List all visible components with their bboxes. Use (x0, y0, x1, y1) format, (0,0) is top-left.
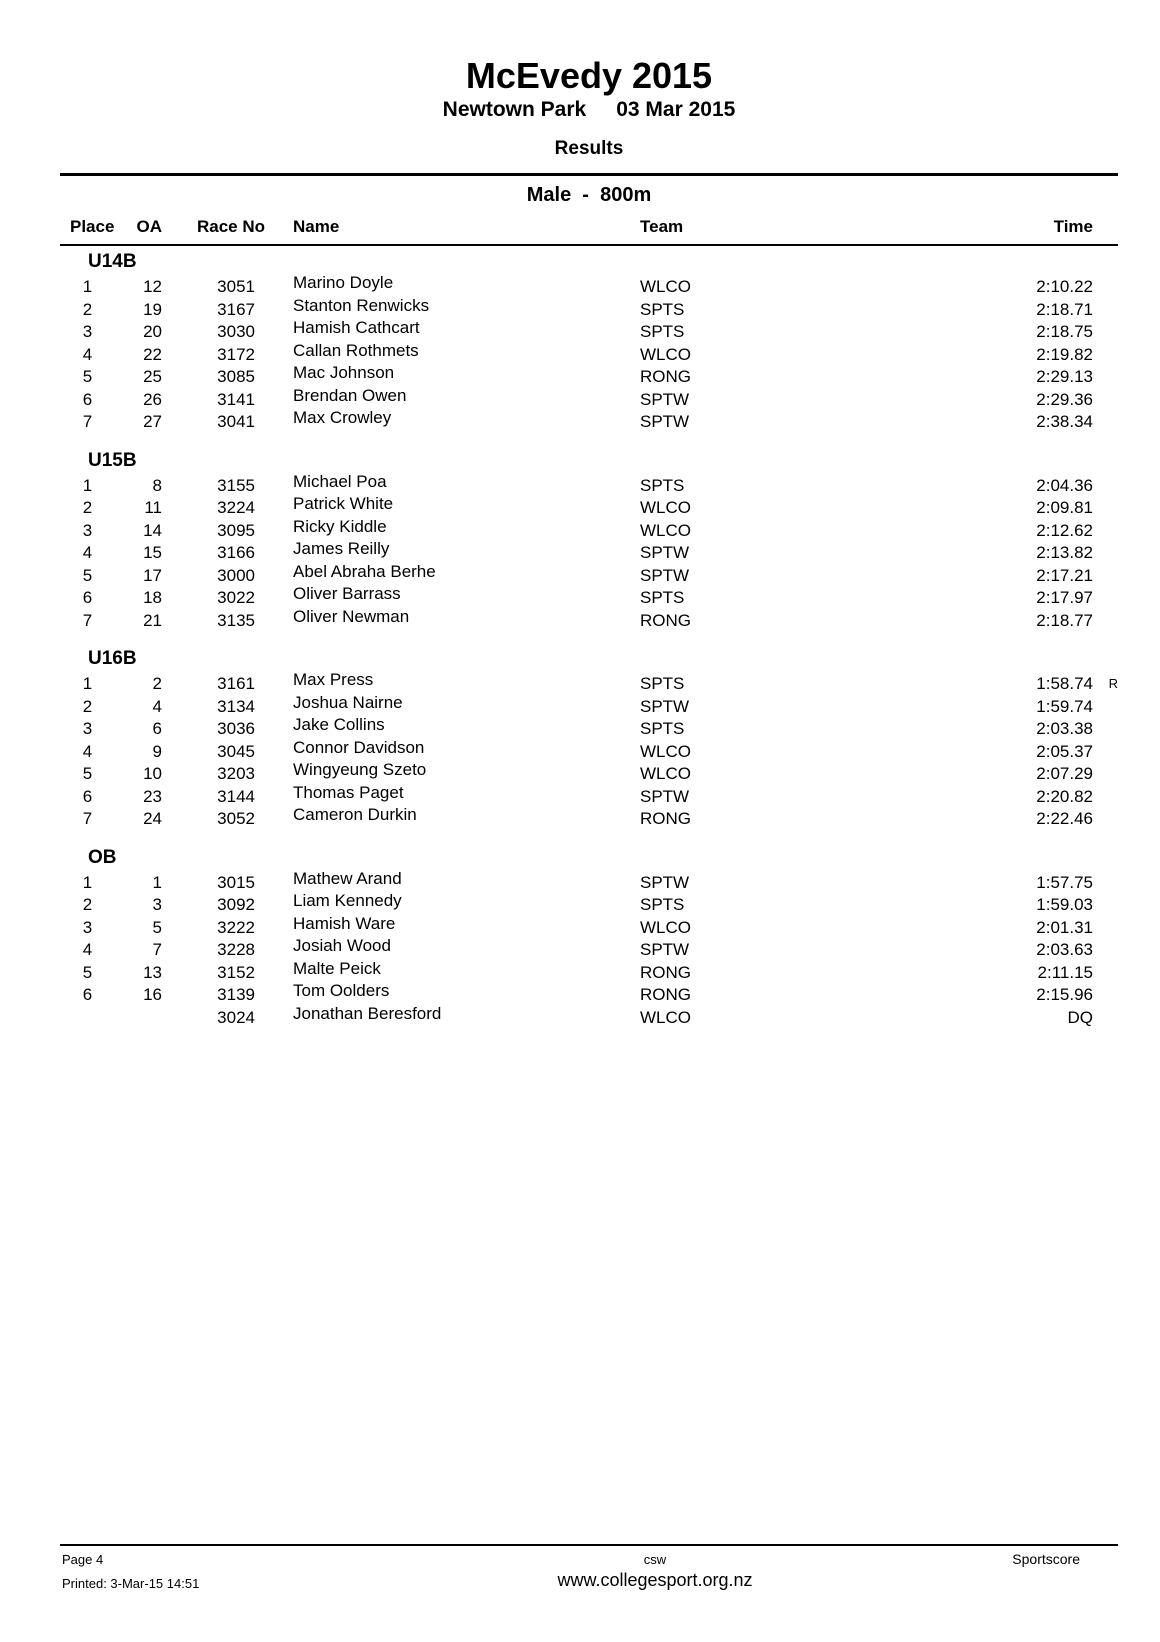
page-title: McEvedy 2015 (465, 55, 713, 96)
cell-team: WLCO (640, 764, 691, 783)
result-row (60, 962, 1118, 985)
footer-center (440, 1552, 870, 1591)
cell-time: 2:19.82 (1036, 344, 1093, 364)
cell-time: 2:07.29 (1036, 764, 1093, 783)
result-row (60, 497, 1118, 520)
cell-race-no: 3052 (217, 809, 255, 828)
cell-oa: 27 (143, 412, 162, 431)
grade-section (60, 831, 1118, 1030)
cell-team: RONG (640, 962, 691, 982)
cell-team: WLCO (640, 917, 691, 937)
cell-race-no: 3155 (217, 475, 255, 495)
cell-race-no: 3000 (217, 565, 255, 585)
cell-race-no: 3045 (217, 741, 255, 761)
cell-name (265, 606, 640, 633)
cell-race-no: 3166 (217, 543, 255, 562)
cell-place: 4 (82, 940, 93, 959)
cell-race-no: 3051 (217, 277, 255, 296)
cell-team: SPTS (640, 299, 685, 319)
table-header-row (60, 213, 1118, 245)
cell-time: 2:12.62 (1036, 520, 1093, 540)
athlete-name: Max Press (293, 670, 374, 689)
cell-place: 4 (82, 741, 93, 761)
cell-time: 2:29.36 (1036, 389, 1093, 409)
result-row (60, 587, 1118, 610)
record-flag (1093, 565, 1118, 588)
printed-timestamp: Printed: 3-Mar-15 14:51 (62, 1576, 200, 1591)
athlete-name: Stanton Renwicks (293, 295, 430, 315)
record-flag (1093, 389, 1118, 412)
cell-oa: 6 (152, 719, 162, 738)
result-row (60, 610, 1118, 633)
cell-time: 1:58.74 (1036, 674, 1093, 693)
result-row (60, 718, 1118, 741)
cell-oa: 17 (143, 565, 162, 585)
cell-team: SPTS (640, 588, 685, 607)
cell-time: 2:05.37 (1036, 741, 1093, 761)
cell-team: WLCO (640, 498, 691, 517)
page-number: Page 4 (62, 1552, 104, 1567)
grade-section (60, 245, 1118, 434)
column-header-time: Time (850, 213, 1093, 245)
record-flag (1093, 276, 1118, 299)
record-flag (1093, 786, 1118, 809)
athlete-name: Patrick White (293, 494, 394, 513)
cell-oa: 3 (152, 895, 162, 914)
cell-name (265, 805, 640, 831)
cell-oa: 19 (143, 299, 162, 319)
athlete-name: Abel Abraha Berhe (293, 561, 436, 581)
result-row (60, 696, 1118, 719)
athlete-name: Cameron Durkin (293, 805, 417, 824)
event-meta (60, 98, 1118, 122)
cell-team: WLCO (640, 741, 691, 761)
result-row (60, 872, 1118, 895)
cell-race-no: 3222 (217, 917, 255, 937)
cell-oa: 14 (143, 520, 162, 540)
cell-team: WLCO (640, 1007, 691, 1027)
cell-oa: 7 (152, 940, 162, 959)
cell-team: RONG (640, 985, 691, 1004)
cell-race-no: 3167 (217, 299, 255, 319)
record-flag (1093, 741, 1118, 764)
result-row (60, 389, 1118, 412)
cell-oa: 25 (143, 367, 162, 386)
cell-oa: 22 (143, 344, 162, 364)
athlete-name: Wingyeung Szeto (293, 760, 427, 779)
cell-race-no: 3144 (217, 786, 255, 806)
record-flag (1093, 542, 1118, 565)
athlete-name: James Reilly (293, 539, 390, 558)
result-row (60, 786, 1118, 809)
cell-oa: 23 (143, 786, 162, 806)
cell-team: SPTS (640, 475, 685, 495)
column-header-team: Team (640, 213, 850, 245)
cell-place: 5 (82, 962, 93, 982)
cell-race-no: 3024 (217, 1007, 255, 1027)
cell-team: SPTS (640, 674, 685, 693)
athlete-name: Liam Kennedy (293, 891, 402, 910)
cell-place: 2 (82, 696, 93, 716)
cell-oa (115, 1007, 162, 1030)
document-header (60, 56, 1118, 160)
cell-time: 2:10.22 (1036, 277, 1093, 296)
cell-time: 1:59.74 (1036, 696, 1093, 716)
cell-place: 7 (82, 610, 93, 630)
cell-place: 1 (82, 872, 93, 892)
result-row (60, 411, 1118, 434)
result-row (60, 741, 1118, 764)
cell-race-no: 3152 (217, 962, 255, 982)
result-row (60, 366, 1118, 389)
cell-place: 1 (82, 674, 93, 693)
cell-race-no: 3092 (217, 895, 255, 914)
cell-oa: 18 (143, 588, 162, 607)
section-label: U16B (88, 648, 137, 669)
record-flag (1093, 962, 1118, 985)
cell-race-no: 3141 (217, 389, 255, 409)
cell-place: 5 (82, 565, 93, 585)
athlete-name: Michael Poa (293, 471, 387, 491)
result-row (60, 321, 1118, 344)
cell-oa: 4 (152, 696, 162, 716)
cell-time: 2:22.46 (1036, 809, 1093, 828)
cell-time: 2:18.77 (1036, 610, 1093, 630)
result-row (60, 808, 1118, 831)
grade-section (60, 632, 1118, 831)
result-row (60, 475, 1118, 498)
date-label: 03 Mar 2015 (616, 98, 736, 121)
cell-team: SPTW (640, 412, 690, 431)
athlete-name: Hamish Cathcart (293, 318, 420, 337)
athlete-name: Mac Johnson (293, 363, 395, 382)
cell-race-no: 3041 (217, 412, 255, 431)
section-label-row (60, 245, 1118, 276)
athlete-name: Marino Doyle (293, 273, 394, 292)
result-row (60, 1007, 1118, 1030)
cell-oa: 9 (152, 741, 162, 761)
cell-race-no: 3228 (217, 940, 255, 959)
cell-place: 1 (82, 475, 93, 495)
cell-time: 2:04.36 (1036, 475, 1093, 495)
section-label-row (60, 831, 1118, 872)
cell-place: 5 (82, 764, 93, 783)
document-footer (60, 1544, 1118, 1591)
cell-time: 2:01.31 (1036, 917, 1093, 937)
section-label-row (60, 434, 1118, 475)
section-label: U14B (88, 251, 137, 272)
record-flag (1093, 872, 1118, 895)
results-heading: Results (554, 138, 624, 159)
record-flag (1093, 718, 1118, 741)
top-divider (60, 173, 1118, 176)
cell-place: 3 (82, 322, 93, 341)
result-row (60, 542, 1118, 565)
result-row (60, 917, 1118, 940)
cell-team: SPTS (640, 322, 685, 341)
record-flag: R (1108, 676, 1118, 691)
cell-race-no: 3022 (217, 588, 255, 607)
result-row (60, 673, 1118, 696)
organisation-code: csw (643, 1552, 667, 1567)
cell-place: 6 (82, 985, 93, 1004)
grade-section (60, 434, 1118, 633)
cell-time: 2:18.75 (1036, 322, 1093, 341)
athlete-name: Josiah Wood (293, 936, 391, 955)
cell-time: 2:11.15 (1037, 962, 1093, 982)
cell-oa: 12 (143, 277, 162, 296)
record-flag (1093, 321, 1118, 344)
record-flag (1093, 894, 1118, 917)
cell-place: 5 (82, 367, 93, 386)
athlete-name: Callan Rothmets (293, 340, 419, 360)
athlete-name: Jonathan Beresford (293, 1003, 442, 1023)
cell-oa: 1 (152, 872, 162, 892)
cell-place: 7 (82, 809, 93, 828)
cell-team: SPTW (640, 565, 690, 585)
cell-race-no: 3095 (217, 520, 255, 540)
athlete-name: Ricky Kiddle (293, 516, 387, 536)
section-label: U15B (88, 449, 137, 471)
cell-oa: 21 (143, 610, 162, 630)
record-flag (1093, 808, 1118, 831)
result-row (60, 565, 1118, 588)
cell-team: SPTW (640, 696, 690, 716)
cell-oa: 2 (152, 674, 162, 693)
cell-oa: 13 (143, 962, 162, 982)
cell-race-no: 3172 (217, 344, 255, 364)
cell-time: 2:09.81 (1036, 498, 1093, 517)
cell-name (265, 408, 640, 434)
cell-place: 6 (82, 588, 93, 607)
result-row (60, 276, 1118, 299)
column-header-name: Name (265, 213, 640, 245)
record-flag (1093, 344, 1118, 367)
athlete-name: Mathew Arand (293, 868, 402, 888)
cell-time: 2:17.21 (1036, 565, 1093, 585)
cell-oa: 24 (143, 809, 162, 828)
record-flag (1093, 366, 1118, 389)
cell-team: WLCO (640, 344, 691, 364)
athlete-name: Thomas Paget (293, 782, 404, 802)
cell-team: SPTW (640, 786, 690, 806)
column-header-note (1093, 213, 1118, 245)
cell-place: 4 (82, 543, 93, 562)
cell-time: 2:20.82 (1036, 786, 1093, 806)
athlete-name: Joshua Nairne (293, 692, 403, 712)
record-flag (1093, 939, 1118, 962)
cell-team: RONG (640, 809, 691, 828)
athlete-name: Connor Davidson (293, 737, 425, 757)
cell-time: 2:03.38 (1036, 719, 1093, 738)
cell-team: SPTS (640, 719, 685, 738)
cell-place: 4 (82, 344, 93, 364)
cell-race-no: 3085 (217, 367, 255, 386)
cell-race-no: 3134 (217, 696, 255, 716)
result-row (60, 520, 1118, 543)
footer-left (62, 1552, 199, 1591)
cell-time: 1:57.75 (1036, 872, 1093, 892)
cell-time: 2:18.71 (1036, 299, 1093, 319)
cell-time: 2:29.13 (1036, 367, 1093, 386)
cell-place: 2 (82, 498, 93, 517)
cell-oa: 15 (143, 543, 162, 562)
cell-team: WLCO (640, 277, 691, 296)
cell-team: WLCO (640, 520, 691, 540)
cell-name (265, 1003, 640, 1030)
athlete-name: Oliver Barrass (293, 584, 401, 603)
cell-time: 1:59.03 (1036, 895, 1093, 914)
cell-team: RONG (640, 610, 691, 630)
athlete-name: Jake Collins (293, 715, 385, 734)
cell-place: 2 (82, 299, 93, 319)
record-flag (1093, 984, 1118, 1007)
cell-place: 3 (82, 719, 93, 738)
event-title: Male - 800m (526, 184, 652, 206)
cell-team: SPTW (640, 389, 690, 409)
record-flag (1093, 1007, 1118, 1030)
cell-time: 2:15.96 (1036, 985, 1093, 1004)
cell-race-no: 3224 (217, 498, 255, 517)
scoring-software-label: Sportscore (1012, 1551, 1080, 1567)
footer-divider (60, 1544, 1118, 1546)
record-flag (1093, 587, 1118, 610)
record-flag (1093, 763, 1118, 786)
cell-team: SPTW (640, 543, 690, 562)
athlete-name: Oliver Newman (293, 606, 410, 626)
record-flag (1093, 610, 1118, 633)
column-header-place: Place (60, 213, 115, 245)
cell-place (60, 1007, 115, 1030)
result-row (60, 344, 1118, 367)
cell-time: 2:13.82 (1036, 543, 1093, 562)
cell-time: DQ (1067, 1007, 1093, 1027)
cell-place: 6 (82, 786, 93, 806)
cell-race-no: 3135 (217, 610, 255, 630)
athlete-name: Hamish Ware (293, 913, 396, 933)
cell-place: 1 (82, 277, 93, 296)
cell-oa: 8 (152, 475, 162, 495)
result-row (60, 894, 1118, 917)
cell-oa: 16 (143, 985, 162, 1004)
section-label: OB (88, 846, 117, 868)
record-flag (1093, 475, 1118, 498)
section-label-row (60, 632, 1118, 673)
venue-label: Newtown Park (442, 98, 587, 121)
athlete-name: Max Crowley (293, 408, 392, 427)
cell-race-no: 3015 (217, 872, 255, 892)
cell-oa: 20 (143, 322, 162, 341)
result-row (60, 984, 1118, 1007)
column-header-race-no: Race No (162, 213, 265, 245)
cell-place: 2 (82, 895, 93, 914)
result-row (60, 299, 1118, 322)
cell-race-no: 3203 (217, 764, 255, 783)
cell-time: 2:38.34 (1036, 412, 1093, 431)
cell-team: SPTS (640, 895, 685, 914)
cell-time: 2:17.97 (1036, 588, 1093, 607)
athlete-name: Malte Peick (293, 958, 381, 978)
cell-oa: 10 (143, 764, 162, 783)
cell-place: 6 (82, 389, 93, 409)
cell-oa: 5 (152, 917, 162, 937)
cell-place: 3 (82, 520, 93, 540)
athlete-name: Tom Oolders (293, 981, 390, 1000)
website-link[interactable]: www.collegesport.org.nz (557, 1570, 753, 1590)
cell-race-no: 3139 (217, 985, 255, 1004)
cell-race-no: 3030 (217, 322, 255, 341)
cell-oa: 26 (143, 389, 162, 409)
athlete-name: Brendan Owen (293, 385, 407, 405)
cell-place: 3 (82, 917, 93, 937)
record-flag (1093, 917, 1118, 940)
cell-team: SPTW (640, 940, 690, 959)
record-flag (1093, 497, 1118, 520)
results-table (60, 213, 1118, 1029)
result-row (60, 763, 1118, 786)
cell-race-no: 3161 (217, 674, 255, 693)
record-flag (1093, 696, 1118, 719)
cell-place: 7 (82, 412, 93, 431)
cell-team: RONG (640, 367, 691, 386)
cell-team: SPTW (640, 872, 690, 892)
record-flag (1093, 411, 1118, 434)
result-row (60, 939, 1118, 962)
cell-race-no: 3036 (217, 719, 255, 738)
record-flag (1093, 520, 1118, 543)
cell-oa: 11 (144, 498, 162, 517)
column-header-oa: OA (115, 213, 162, 245)
cell-time: 2:03.63 (1036, 940, 1093, 959)
record-flag (1093, 299, 1118, 322)
